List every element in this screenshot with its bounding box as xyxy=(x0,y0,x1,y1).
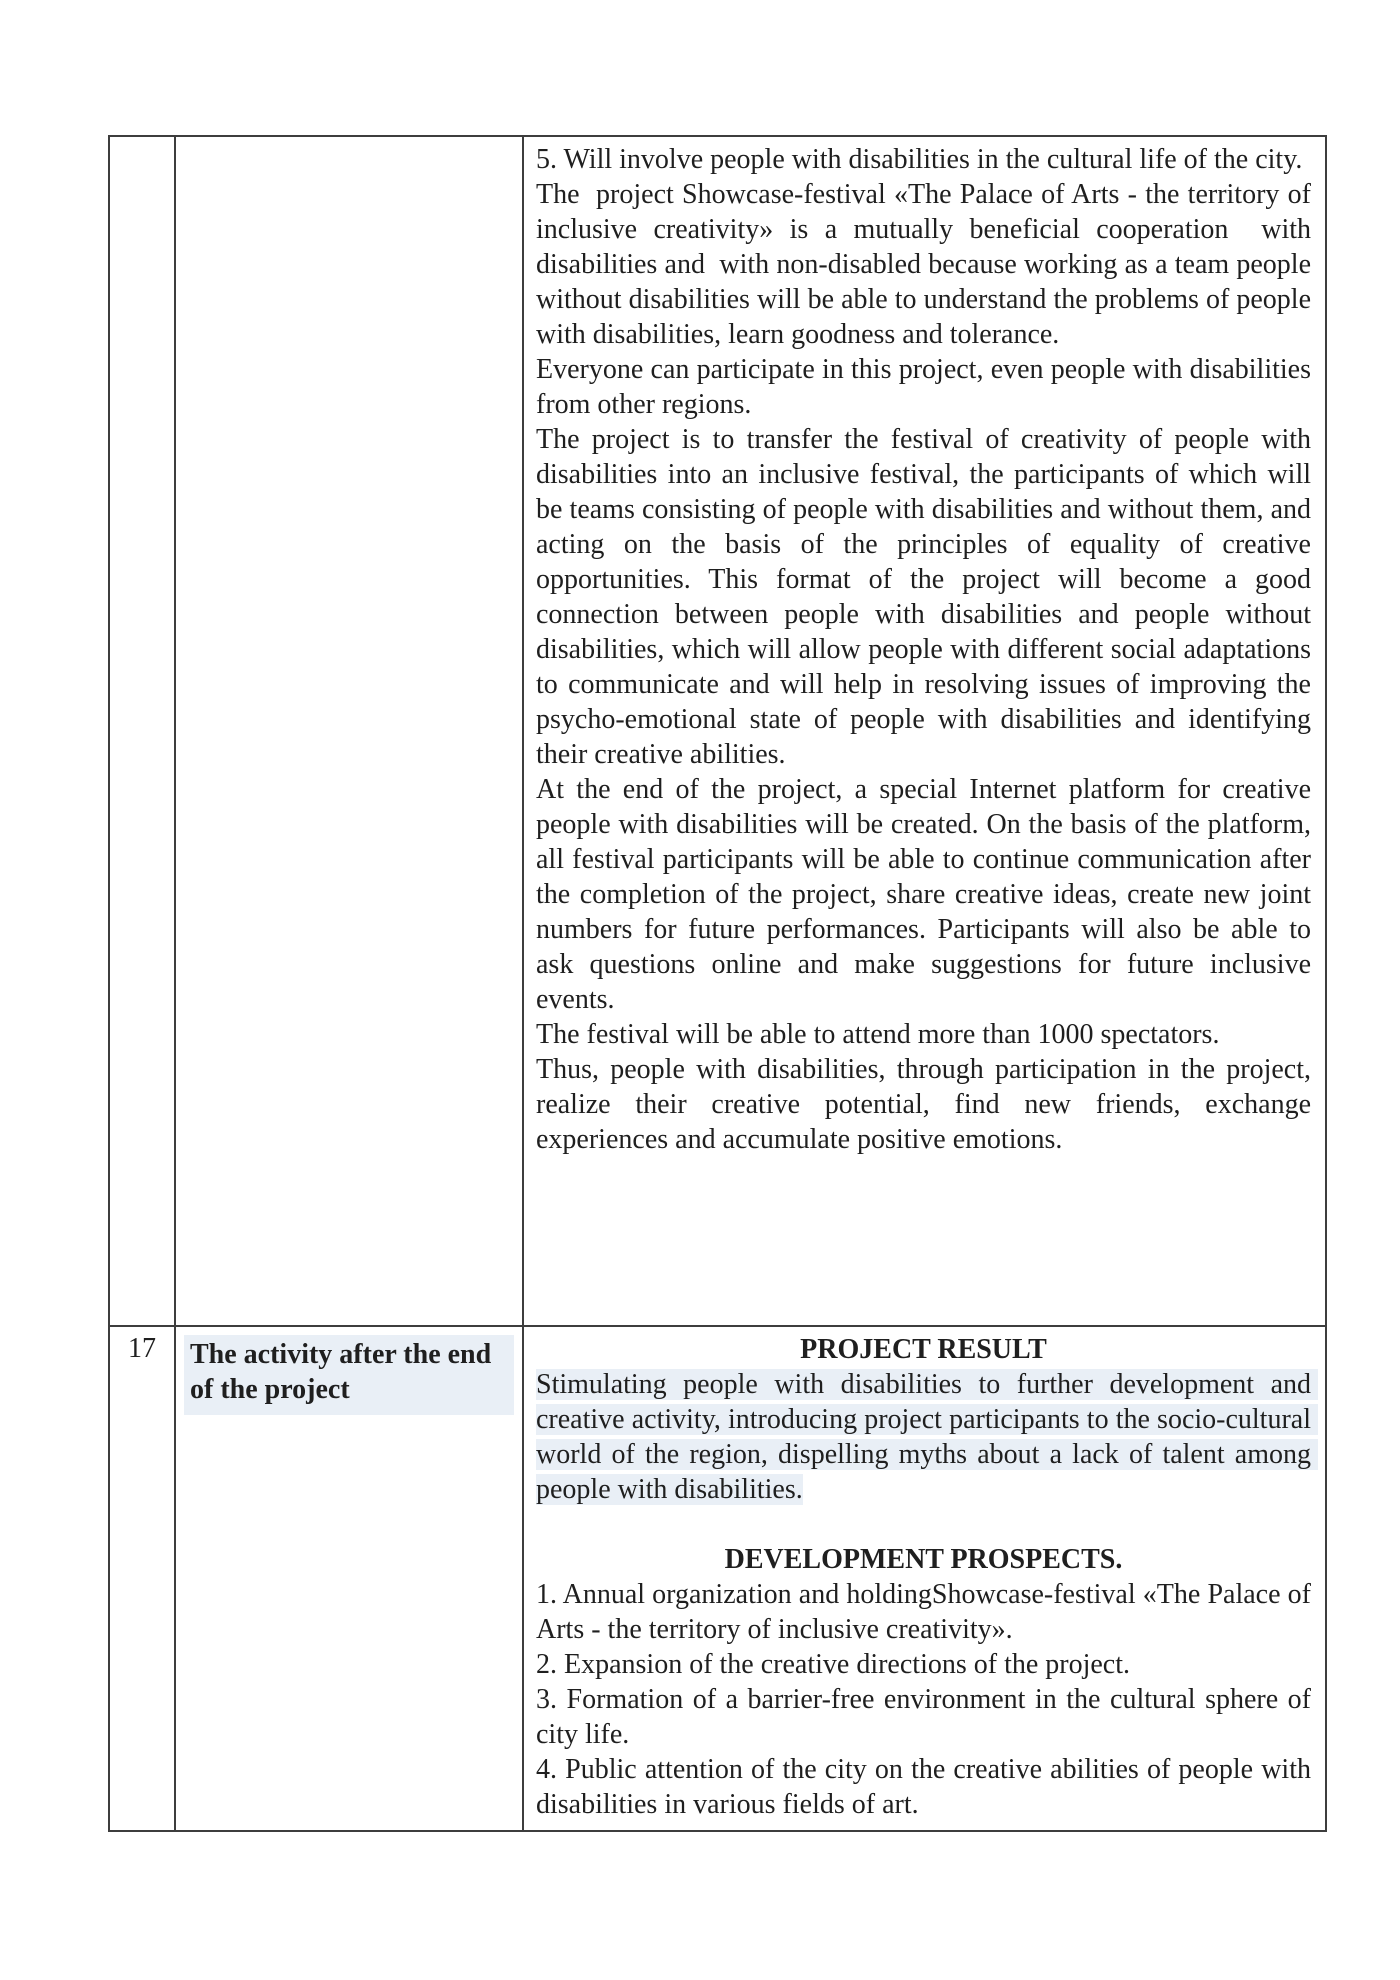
prospect-item-1: 1. Annual organization and holdingShowcase-festival «The Palace of Arts - the territory of inclusive creativity». xyxy=(536,1579,1317,1645)
table-row-17 xyxy=(109,1326,1326,1831)
paragraph-inclusive-festival: The project is to transfer the festival of creativity of people with disabilities into an inclusive festival, the participants of which will be teams consisting of people with disabilities and without them, and acting on the basis of the principles of equality of creative opportunities. This format of the project will become a good connection between people with disabilities and people without disabilities, which will allow people with different social adaptations to communicate and will help in resolving issues of improving the psycho-emotional state of people with disabilities and identifying their creative abilities. xyxy=(536,424,1318,770)
row17-label-cell xyxy=(175,1326,523,1831)
table-row-16 xyxy=(109,136,1326,1326)
prospect-item-3: 3. Formation of a barrier-free environment in the cultural sphere of city life. xyxy=(536,1684,1318,1750)
prospect-item-2: 2. Expansion of the creative directions of the project. xyxy=(536,1649,1131,1680)
row16-label-cell xyxy=(175,136,523,1326)
prospect-item-4: 4. Public attention of the city on the creative abilities of people with disabilities in various fields of art. xyxy=(536,1754,1318,1820)
project-description-table xyxy=(108,135,1327,1832)
paragraph-positive-emotions: Thus, people with disabilities, through participation in the project, realize their creative potential, find new friends, exchange experiences and accumulate positive emotions. xyxy=(536,1054,1318,1155)
project-result-paragraph xyxy=(536,1367,1318,1507)
paragraph-involve-cultural-life: 5. Will involve people with disabilities in the cultural life of the city. xyxy=(536,144,1303,175)
blank-line xyxy=(536,1507,1311,1542)
row17-content-cell xyxy=(523,1326,1326,1831)
row16-content-cell xyxy=(523,136,1326,1326)
paragraph-everyone-participate: Everyone can participate in this project, even people with disabilities from other regions. xyxy=(536,354,1318,420)
row17-number-cell xyxy=(109,1326,175,1831)
row16-number-cell xyxy=(109,136,175,1326)
project-result-heading: PROJECT RESULT xyxy=(800,1334,1047,1365)
row-number: 17 xyxy=(128,1333,156,1364)
paragraph-mutually-beneficial: The project Showcase-festival «The Palace of Arts - the territory of inclusive creativity» is a mutually beneficial cooperation with disabilities and with non-disabled because working as a team people without disabilities will be able to understand the problems of people with disabilities, learn goodness and tolerance. xyxy=(536,179,1318,350)
development-prospects-heading: DEVELOPMENT PROSPECTS. xyxy=(724,1544,1123,1575)
project-result-text: Stimulating people with disabilities to further development and creative activity, introducing project participants to the socio-cultural world of the region, dispelling myths about a lack of talent among people with disabilities. xyxy=(536,1369,1318,1505)
row-label: The activity after the end of the project xyxy=(184,1335,514,1415)
paragraph-spectators: The festival will be able to attend more than 1000 spectators. xyxy=(536,1019,1220,1050)
paragraph-internet-platform: At the end of the project, a special Internet platform for creative people with disabilities will be created. On the basis of the platform, all festival participants will be able to continue communication after the completion of the project, share creative ideas, create new joint numbers for future performances. Participants will also be able to ask questions online and make suggestions for future inclusive events. xyxy=(536,774,1318,1015)
